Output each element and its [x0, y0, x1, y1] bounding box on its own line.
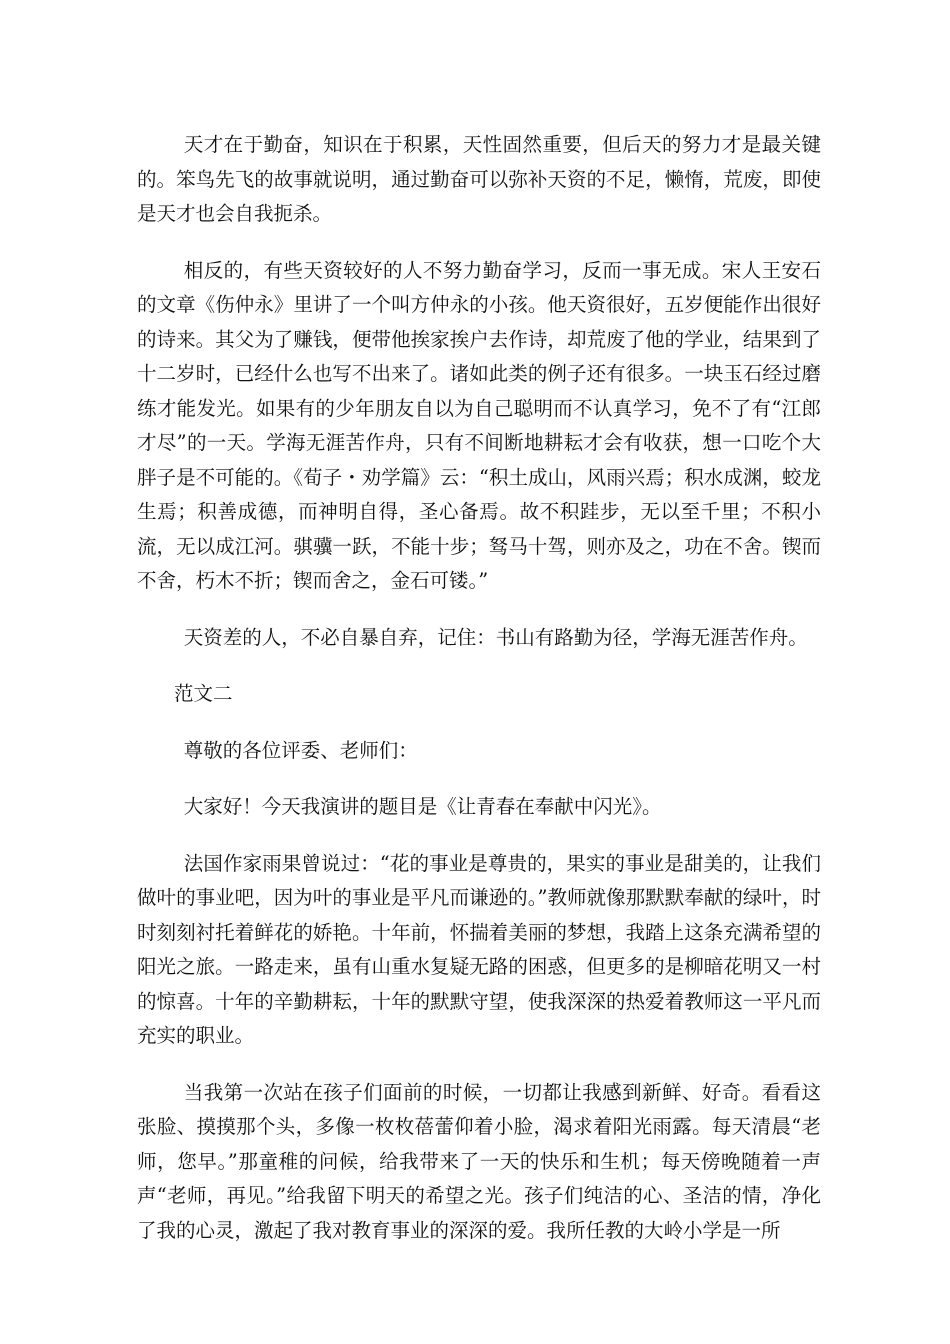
paragraph-conclusion: 天资差的人，不必自暴自弃，记住：书山有路勤为径，学海无涯苦作舟。: [183, 625, 808, 649]
document-body: [137, 128, 821, 1270]
paragraph-shang-zhongyong: 相反的，有些天资较好的人不努力勤奋学习，反而一事无成。宋人王安石的文章《伤仲永》里讲了一个叫方仲永的小孩。他天资很好，五岁便能作出很好的诗来。其父为了赚钱，便带他挨家挨户去作诗，却荒废了他的学业，结果到了十二岁时，已经什么也写不出来了。诸如此类的例子还有很多。一块玉石经过磨练才能发光。如果有的少年朋友自以为自己聪明而不认真学习，免不了有“江郎才尽”的一天。学海无涯苦作舟，只有不间断地耕耘才会有收获，想一口吃个大胖子是不可能的。《荀子・劝学篇》云：“积土成山，风雨兴焉；积水成渊，蛟龙生焉；积善成德，而神明自得，圣心备焉。故不积跬步，无以至千里；不积小流，无以成江河。骐骥一跃，不能十步；驽马十驾，则亦及之，功在不舍。锲而不舍，朽木不折；锲而舍之，金石可镂。”: [137, 258, 821, 592]
paragraph-diligence: 天才在于勤奋，知识在于积累，天性固然重要，但后天的努力才是最关键的。笨鸟先飞的故事就说明，通过勤奋可以弥补天资的不足，懒惰，荒废，即使是天才也会自我扼杀。: [137, 133, 821, 225]
salutation: 尊敬的各位评委、老师们：: [183, 738, 418, 762]
paragraph-first-day: 当我第一次站在孩子们面前的时候，一切都让我感到新鲜、好奇。看看这张脸、摸摸那个头，多像一枚枚蓓蕾仰着小脸，渴求着阳光雨露。每天清晨“老师，您早。”那童稚的问候，给我带来了一天的快乐和生机；每天傍晚随着一声声“老师，再见。”给我留下明天的希望之光。孩子们纯洁的心、圣洁的情，净化了我的心灵，激起了我对教育事业的深深的爱。我所任教的大岭小学是一所: [137, 1080, 821, 1242]
paragraph-hugo-quote: 法国作家雨果曾说过：“花的事业是尊贵的，果实的事业是甜美的，让我们做叶的事业吧，因为叶的事业是平凡而谦逊的。”教师就像那默默奉献的绿叶，时时刻刻衬托着鲜花的娇艳。十年前，怀揣着美丽的梦想，我踏上这条充满希望的阳光之旅。一路走来，虽有山重水复疑无路的困惑，但更多的是柳暗花明又一村的惊喜。十年的辛勤耕耘，十年的默默守望，使我深深的热爱着教师这一平凡而充实的职业。: [137, 851, 821, 1047]
section-heading: 范文二: [174, 682, 233, 705]
greeting: 大家好！今天我演讲的题目是《让青春在奉献中闪光》。: [183, 795, 662, 818]
